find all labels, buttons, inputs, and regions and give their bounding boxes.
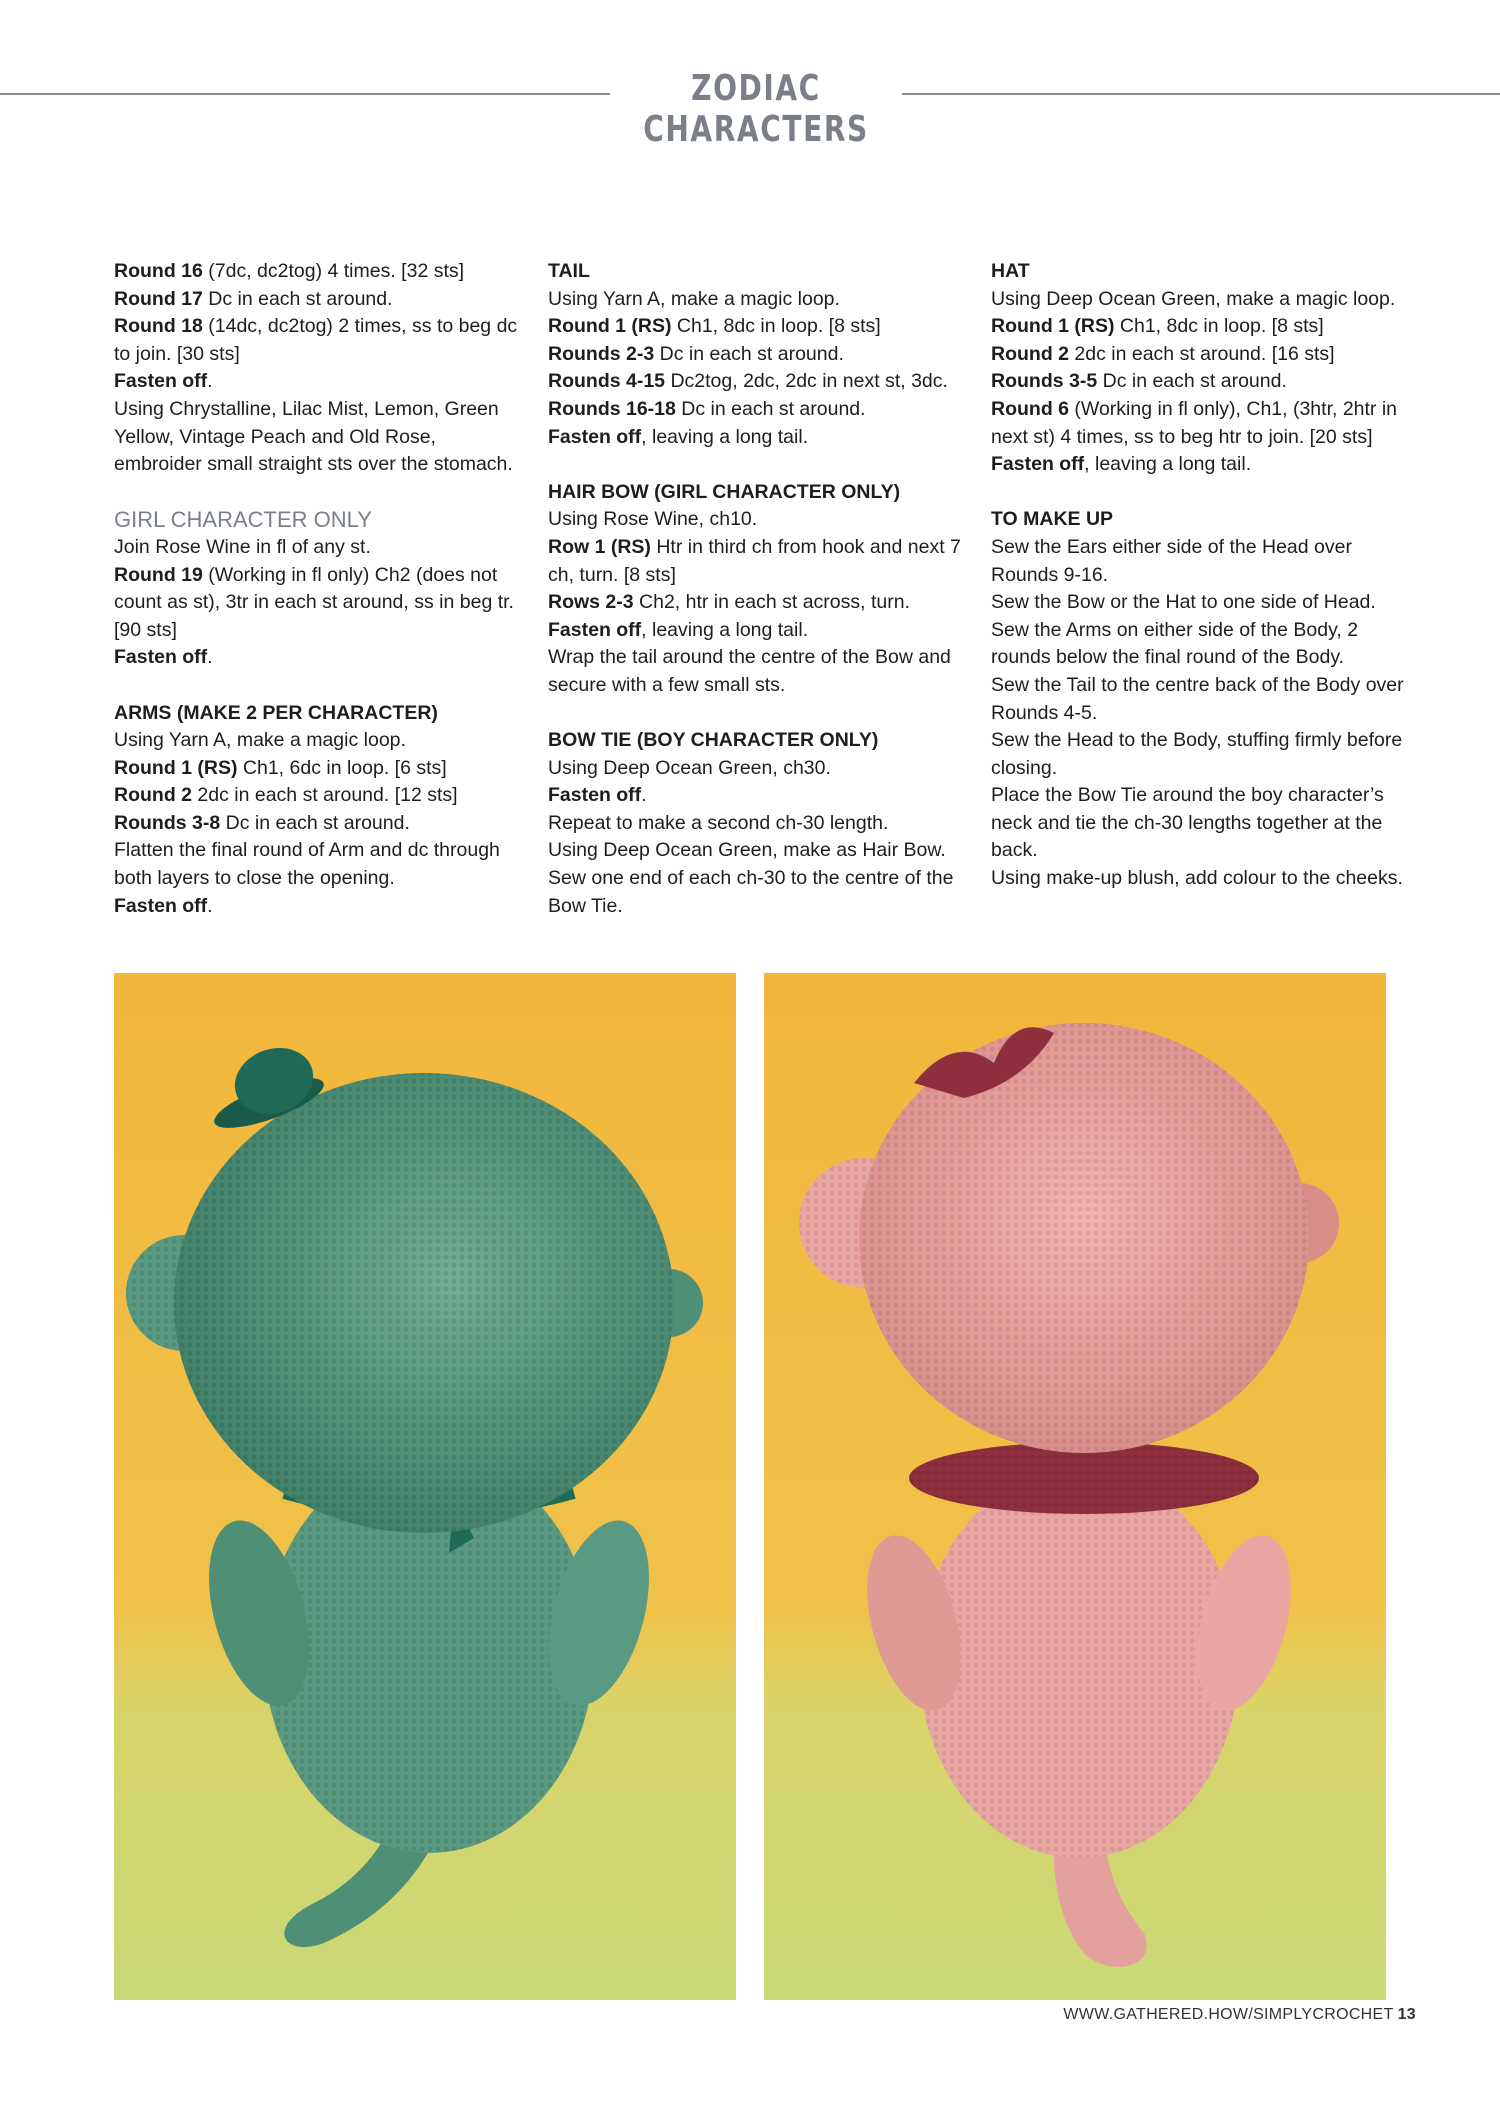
girl-character-photo <box>764 973 1386 2000</box>
hat-intro: Using Deep Ocean Green, make a magic loop. <box>991 287 1396 310</box>
make-up-step: Using make-up blush, add colour to the cheeks. <box>991 867 1403 890</box>
hair-bow-wrap: Wrap the tail around the centre of the Bow and secure with a few small sts. <box>548 646 951 696</box>
text-column-1 <box>114 258 524 920</box>
arms-round-2: Round 2 2dc in each st around. [12 sts] <box>114 784 458 807</box>
tail-intro: Using Yarn A, make a magic loop. <box>548 287 840 310</box>
fasten-off: Fasten off. <box>548 784 647 807</box>
make-up-step: Sew the Arms on either side of the Body, 2 rounds below the final round of the Body. <box>991 618 1359 669</box>
hair-bow-rows-2-3: Rows 2-3 Ch2, htr in each st across, turn. <box>548 591 910 614</box>
fasten-off: Fasten off. <box>114 894 213 917</box>
bow-tie-make: Using Deep Ocean Green, make as Hair Bow. <box>548 839 946 862</box>
hair-bow-intro: Using Rose Wine, ch10. <box>548 508 758 531</box>
girl-character-heading: GIRL CHARACTER ONLY <box>114 507 372 533</box>
girl-character-illustration <box>764 973 1386 2000</box>
make-up-step: Sew the Head to the Body, stuffing firmly before closing. <box>991 729 1403 779</box>
section-title: ZODIAC CHARACTERS <box>643 68 869 150</box>
tail-heading: TAIL <box>548 260 590 282</box>
page-footer <box>1063 2006 1416 2024</box>
tail-round-1: Round 1 (RS) Ch1, 8dc in loop. [8 sts] <box>548 315 881 338</box>
fasten-off: Fasten off. <box>114 370 213 393</box>
make-up-step: Sew the Bow or the Hat to one side of Head. <box>991 591 1376 614</box>
text-column-3 <box>991 258 1411 893</box>
arms-heading: ARMS (MAKE 2 PER CHARACTER) <box>114 701 438 724</box>
arms-rounds-3-8: Rounds 3-8 Dc in each st around. <box>114 811 410 834</box>
arms-intro: Using Yarn A, make a magic loop. <box>114 729 406 752</box>
bow-tie-intro: Using Deep Ocean Green, ch30. <box>548 756 831 779</box>
fasten-off: Fasten off, leaving a long tail. <box>991 453 1252 476</box>
tail-rounds-16-18: Rounds 16-18 Dc in each st around. <box>548 397 866 420</box>
boy-character-illustration <box>114 973 736 2000</box>
tail-rounds-2-3: Rounds 2-3 Dc in each st around. <box>548 342 844 365</box>
round-19: Round 19 (Working in fl only) Ch2 (does not count as st), 3tr in each st around, ss in beg tr. [90 sts] <box>114 563 514 641</box>
fasten-off: Fasten off, leaving a long tail. <box>548 425 809 448</box>
make-up-step: Place the Bow Tie around the boy character’s neck and tie the ch-30 lengths together at the back. <box>991 784 1384 862</box>
text-column-2 <box>548 258 968 920</box>
header-rule-left <box>0 93 610 95</box>
hat-round-2: Round 2 2dc in each st around. [16 sts] <box>991 342 1335 365</box>
page-number: 13 <box>1397 2006 1416 2023</box>
hat-round-1: Round 1 (RS) Ch1, 8dc in loop. [8 sts] <box>991 315 1324 338</box>
round-18: Round 18 (14dc, dc2tog) 2 times, ss to beg dc to join. [30 sts] <box>114 315 518 365</box>
girl-join: Join Rose Wine in fl of any st. <box>114 535 371 558</box>
footer-url: WWW.GATHERED.HOW/SIMPLYCROCHET <box>1063 2006 1394 2023</box>
embroider-instruction: Using Chrystalline, Lilac Mist, Lemon, Green Yellow, Vintage Peach and Old Rose, embroider small straight sts over the stomach. <box>114 397 513 476</box>
hair-bow-row-1: Row 1 (RS) Htr in third ch from hook and next 7 ch, turn. [8 sts] <box>548 535 961 586</box>
fasten-off: Fasten off. <box>114 646 213 669</box>
bow-tie-sew: Sew one end of each ch-30 to the centre of the Bow Tie. <box>548 867 954 917</box>
arms-round-1: Round 1 (RS) Ch1, 6dc in loop. [6 sts] <box>114 756 447 779</box>
tail-rounds-4-15: Rounds 4-15 Dc2tog, 2dc, 2dc in next st, 3dc. <box>548 370 948 393</box>
bow-tie-heading: BOW TIE (BOY CHARACTER ONLY) <box>548 729 879 752</box>
round-16: Round 16 (7dc, dc2tog) 4 times. [32 sts] <box>114 260 465 282</box>
round-17: Round 17 Dc in each st around. <box>114 287 393 310</box>
bow-tie-repeat: Repeat to make a second ch-30 length. <box>548 811 889 834</box>
fasten-off: Fasten off, leaving a long tail. <box>548 618 809 641</box>
hat-round-6: Round 6 (Working in fl only), Ch1, (3htr, 2htr in next st) 4 times, ss to beg htr to join. [20 sts] <box>991 397 1398 448</box>
boy-character-photo <box>114 973 736 2000</box>
hat-heading: HAT <box>991 260 1030 282</box>
arms-flatten: Flatten the final round of Arm and dc through both layers to close the opening. <box>114 839 500 890</box>
make-up-step: Sew the Ears either side of the Head over Rounds 9-16. <box>991 535 1352 586</box>
make-up-step: Sew the Tail to the centre back of the Body over Rounds 4-5. <box>991 673 1404 724</box>
make-up-heading: TO MAKE UP <box>991 508 1114 531</box>
hat-rounds-3-5: Rounds 3-5 Dc in each st around. <box>991 370 1287 393</box>
hair-bow-heading: HAIR BOW (GIRL CHARACTER ONLY) <box>548 480 901 503</box>
header-rule-right <box>902 93 1500 95</box>
